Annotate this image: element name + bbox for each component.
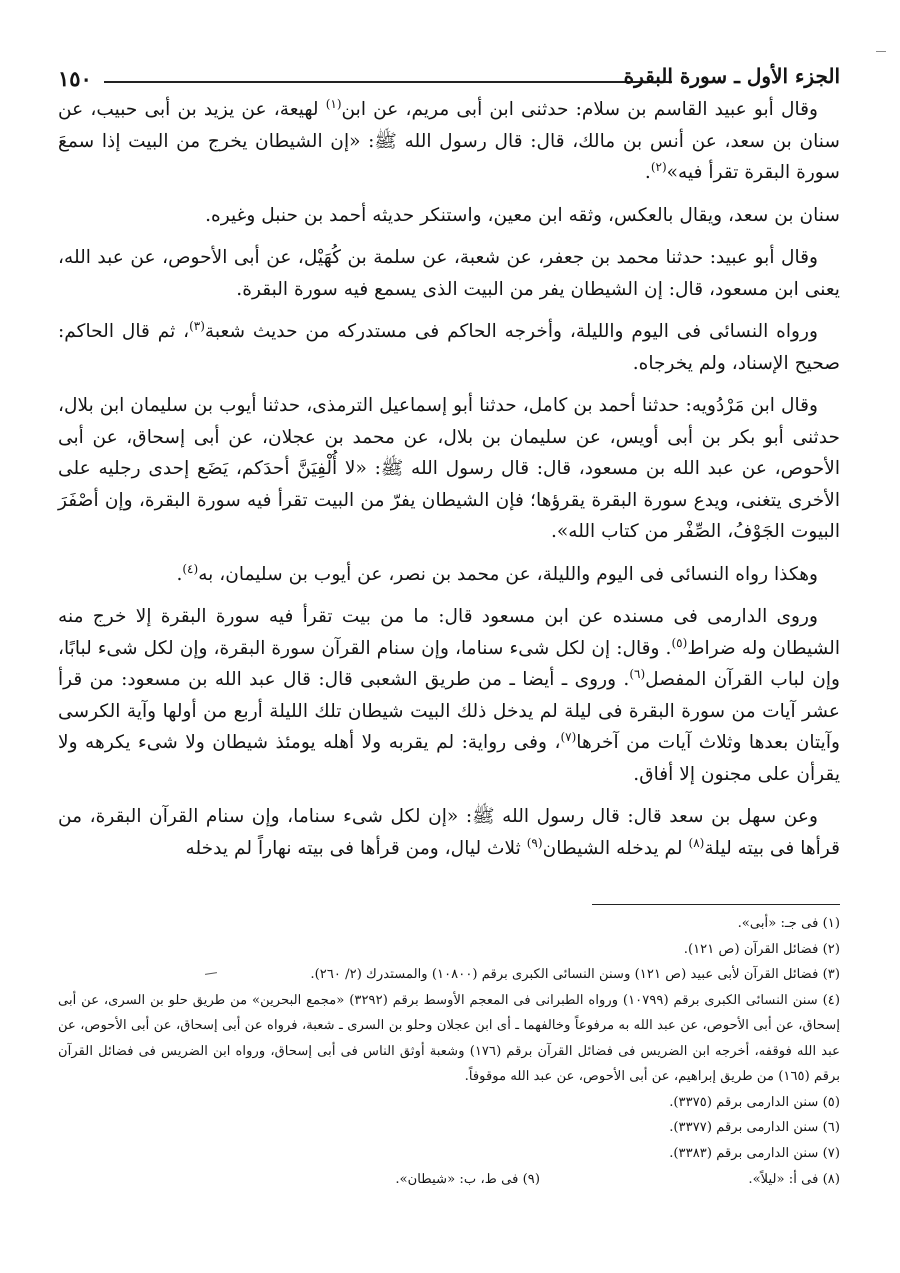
footnote-row xyxy=(58,1167,840,1193)
running-header xyxy=(58,60,840,94)
paragraph: سنان بن سعد، ويقال بالعكس، وثقه ابن معين، واستنكر حديثه أحمد بن حنبل وغيره. xyxy=(205,204,840,226)
footnote-ref: (٨) xyxy=(688,835,705,850)
footnotes xyxy=(58,911,840,1193)
footnote: (٨) فى أ: «ليلاً». xyxy=(748,1171,840,1187)
paragraph: ورواه النسائى فى اليوم والليلة، وأخرجه الحاكم فى مستدركه من حديث شعبة$^{(٣)}$، ثم قال الحاكم: صحيح الإسناد، ولم يخرجاه. xyxy=(58,318,840,374)
main-text xyxy=(58,94,840,864)
footnote-ref: (١) xyxy=(325,96,342,111)
footnote-ref: (٢) xyxy=(650,159,667,174)
paragraph: وعن سهل بن سعد قال: قال رسول الله ﷺ: «إن لكل شىء سناما، وإن سنام القرآن البقرة، من قرأها فى بيته ليلة$^{(٨)}$ لم يدخله الشيطان$^{(٩)}$ ثلاث ليال، ومن قرأها فى بيته نهاراً لم يدخله xyxy=(58,806,840,859)
page-number: ١٥٠ xyxy=(58,66,92,91)
footnote: (١) فى جـ: «أبى». xyxy=(737,916,840,931)
footnote: (٣) فضائل القرآن لأبى عبيد (ص ١٢١) وسنن النسائى الكبرى برقم (١٠٨٠٠) والمستدرك (٢/ ٢٦٠). xyxy=(310,967,840,983)
footnote-ref: (٧) xyxy=(560,729,577,744)
footnote: (٧) سنن الدارمى برقم (٣٣٨٣). xyxy=(669,1145,840,1161)
paragraph: وقال أبو عبيد القاسم بن سلام: حدثنى ابن أبى مريم، عن ابن$^{(١)}$ لهيعة، عن يزيد بن أبى حبيب، عن سنان بن سعد، عن أنس بن مالك، قال: قال رسول الله ﷺ: «إن الشيطان يخرج من البيت إذا سمعَ سورة البقرة تقرأ فيه»$^{(٢)}$. xyxy=(58,96,840,183)
footnote: (٦) سنن الدارمى برقم (٣٣٧٧). xyxy=(669,1120,840,1136)
paragraph: وقال ابن مَرْدُويه: حدثنا أحمد بن كامل، حدثنا أبو إسماعيل الترمذى، حدثنا أيوب بن سليمان ابن بلال، حدثنى أبو بكر بن أبى أويس، عن سليمان بن بلال، عن محمد بن عجلان، عن أبى إسحاق، عن أبى الأحوص، عن عبد الله بن مسعود، قال: قال رسول الله ﷺ: «لا أُلْفِيَنَّ أحدَكم، يَضَع إحدى رجليه على الأخرى يتغنى، ويدع سورة البقرة يقرؤها؛ فإن الشيطان يفرّ من البيت تقرأ فيه سورة البقرة، وإن أصْفَرَ البيوت الجَوْفُ، الصِّفْر من كتاب الله». xyxy=(58,395,840,542)
footnote-ref: (٩) xyxy=(526,835,543,850)
header-rule xyxy=(104,81,672,83)
footnote-ref: (٤) xyxy=(182,561,199,576)
paragraph: وهكذا رواه النسائى فى اليوم والليلة، عن محمد بن نصر، عن أيوب بن سليمان، به$^{(٤)}$. xyxy=(176,561,818,585)
footnote-separator xyxy=(592,904,840,905)
scan-mark xyxy=(876,51,886,52)
footnote-ref: (٦) xyxy=(629,666,646,681)
footnote: (٤) سنن النسائى الكبرى برقم (١٠٧٩٩) ورواه الطبرانى فى المعجم الأوسط برقم (٣٢٩٢) «مجمع البحرين» من طريق حلو بن السرى، عن أبى إسحاق، عن أبى الأحوص، عن عبد الله به مرفوعاً وخالفهما ـ أى ابن عجلان وحلو بن السرى ـ شعبة، فرواه عن أبى إسحاق، عن أبى الأحوص، عن عبد الله فوقفه، أخرجه ابن الضريس فى فضائل القرآن برقم (١٧٦) وشعبة أوثق الناس فى أبى إسحاق، ورواه ابن الضريس فى فضائل القرآن برقم (١٦٥) من طريق إبراهيم، عن أبى الأحوص، عن عبد الله موقوفاً. xyxy=(58,992,841,1085)
running-title: الجزء الأول ـ سورة البقرة xyxy=(623,64,840,88)
footnote: (٥) سنن الدارمى برقم (٣٣٧٥). xyxy=(669,1094,840,1110)
footnote: (٩) فى ط، ب: «شيطان». xyxy=(395,1171,540,1187)
footnote-ref: (٣) xyxy=(189,318,205,333)
footnote-ref: (٥) xyxy=(671,635,688,650)
paragraph: وروى الدارمى فى مسنده عن ابن مسعود قال: ما من بيت تقرأ فيه سورة البقرة إلا خرج منه الشيطان وله ضراط$^{(٥)}$. وقال: إن لكل شىء سناما، وإن سنام القرآن سورة البقرة، وإن لكل شىء لبابًا، وإن لباب القرآن المفصل$^{(٦)}$. وروى ـ أيضا ـ من طريق الشعبى قال: قال عبد الله بن مسعود: من قرأ عشر آيات من سورة البقرة فى ليلة لم يدخل ذلك البيت شيطان تلك الليلة أربع من أولها وآية الكرسى وآيتان بعدها وثلاث آيات من آخرها$^{(٧)}$، وفى رواية: لم يقربه ولا أهله يومئذ شيطان ولا شىء يكرهه ولا يقرأن على مجنون إلا أفاق. xyxy=(58,606,841,785)
book-page xyxy=(58,60,840,1193)
paragraph: وقال أبو عبيد: حدثنا محمد بن جعفر، عن شعبة، عن سلمة بن كُهَيْل، عن أبى الأحوص، عن عبد الله، يعنى ابن مسعود، قال: إن الشيطان يفر من البيت الذى يسمع فيه سورة البقرة. xyxy=(58,247,840,300)
footnote: (٢) فضائل القرآن (ص ١٢١). xyxy=(683,941,840,957)
